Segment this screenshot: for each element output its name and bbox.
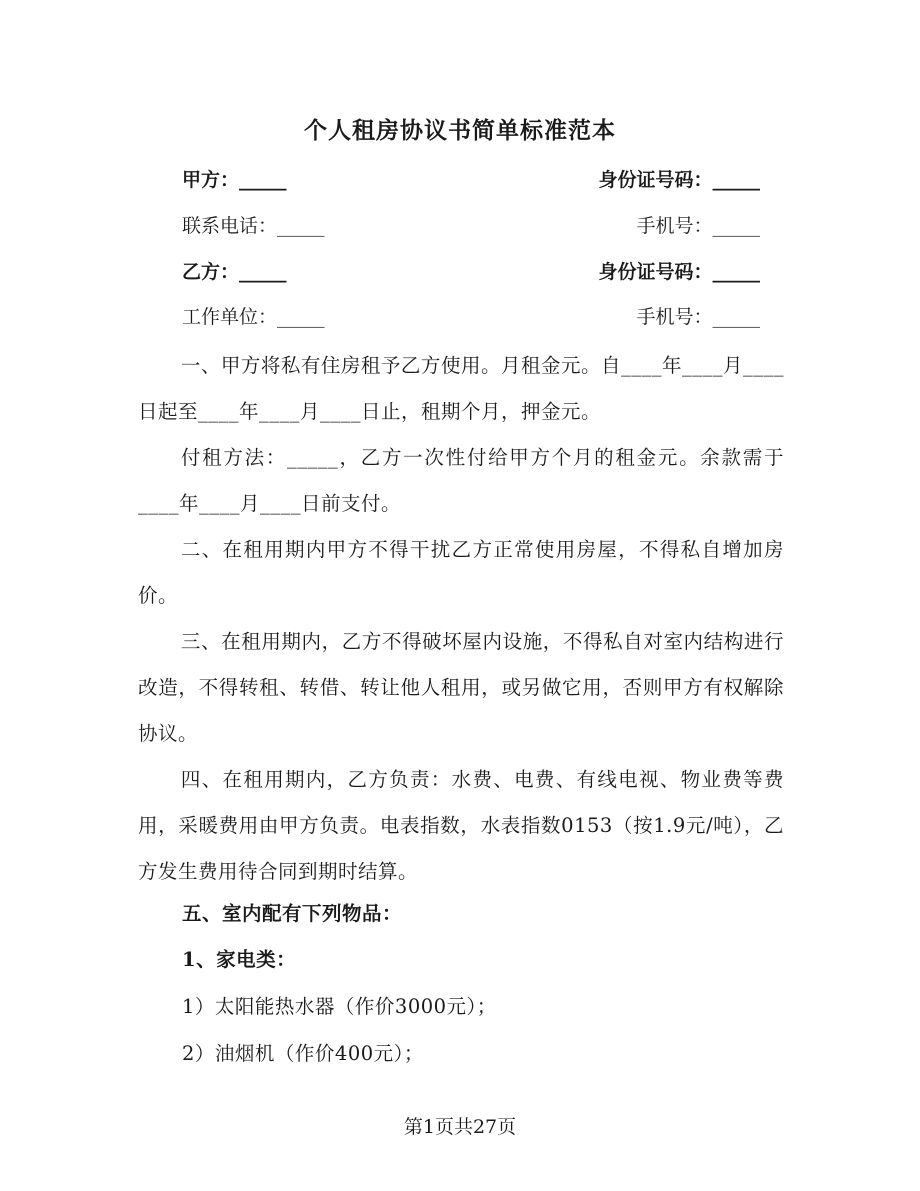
clause-two-paragraph: 二、在租用期内甲方不得干扰乙方正常使用房屋，不得私自增加房价。 [138, 538, 784, 607]
list-item: 2）油烟机（作价400元）； [182, 1042, 424, 1065]
party-a-label: 甲方：_____ [182, 169, 287, 191]
document-title: 个人租房协议书简单标准范本 [304, 117, 616, 144]
party-b-work-label: 工作单位：_____ [182, 306, 325, 328]
list-item: 1）太阳能热水器（作价3000元）； [182, 995, 497, 1018]
clause-three-paragraph: 三、在租用期内，乙方不得破坏屋内设施，不得私自对室内结构进行改造，不得转租、转借、转让他人租用，或另做它用，否则甲方有权解除协议。 [138, 630, 784, 745]
party-b-contact-row [182, 303, 760, 331]
party-b-id-label: 身份证号码：_____ [598, 261, 760, 283]
party-b-mobile-label: 手机号：_____ [636, 306, 760, 328]
party-a-row [182, 166, 760, 194]
section-five-heading: 五、室内配有下列物品： [182, 902, 403, 925]
subsection-appliances-heading: 1、家电类： [182, 948, 297, 971]
party-a-phone-label: 联系电话：_____ [182, 215, 325, 237]
party-a-mobile-label: 手机号：_____ [636, 215, 760, 237]
clause-one-paragraph: 一、甲方将私有住房租予乙方使用。月租金元。自____年____月____日起至____年____月____日止，租期个月，押金元。 [138, 354, 784, 423]
clause-four-paragraph: 四、在租用期内，乙方负责：水费、电费、有线电视、物业费等费用，采暖费用由甲方负责。电表指数，水表指数0153（按1.9元/吨），乙方发生费用待合同到期时结算。 [138, 768, 784, 883]
party-a-contact-row [182, 212, 760, 240]
payment-method-paragraph: 付租方法：_____，乙方一次性付给甲方个月的租金元。余款需于____年____月____日前支付。 [138, 446, 784, 515]
party-b-label: 乙方：_____ [182, 261, 287, 283]
page-indicator: 第1页共27页 [403, 1116, 517, 1138]
party-b-row [182, 258, 760, 286]
party-a-id-label: 身份证号码：_____ [598, 169, 760, 191]
